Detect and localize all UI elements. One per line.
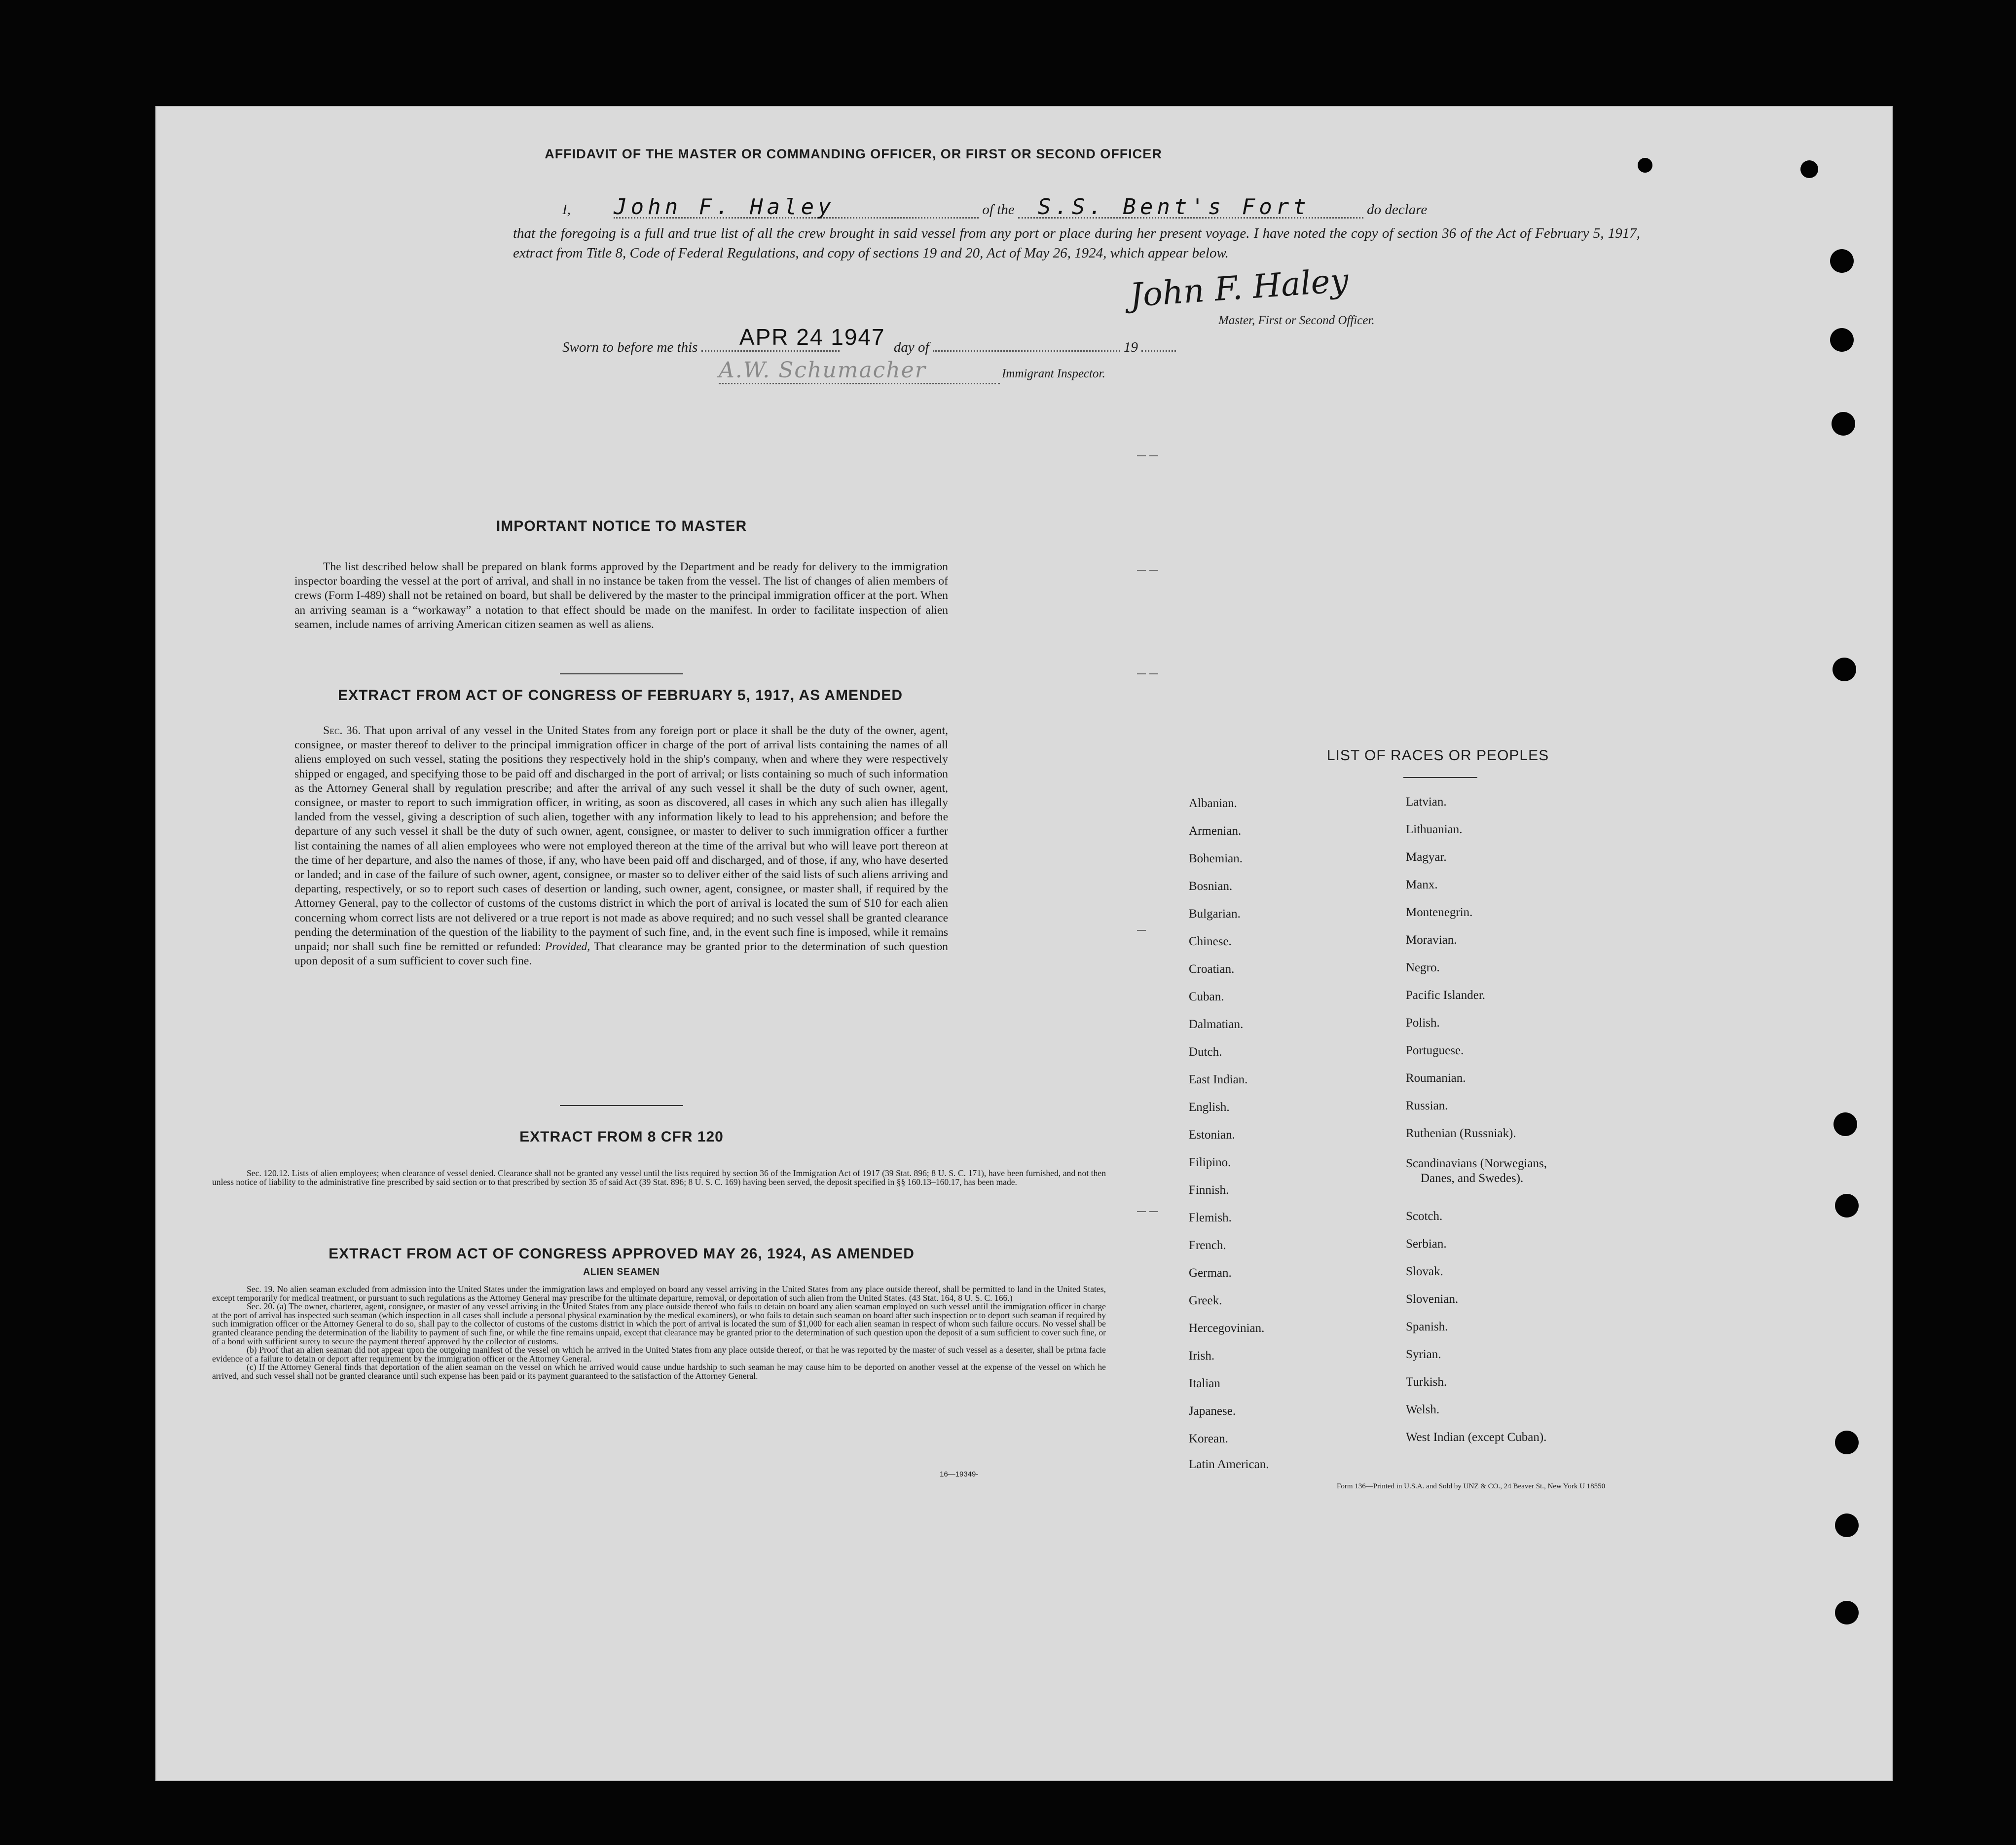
race-item: Italian [1189,1377,1220,1390]
race-item: German. [1189,1266,1232,1280]
race-item: Greek. [1189,1294,1222,1307]
extract-1917-text [294,724,948,968]
race-item: Serbian. [1406,1237,1447,1251]
year-prefix: 19 [1124,339,1138,355]
race-item: Bulgarian. [1189,907,1241,921]
race-item: English. [1189,1101,1230,1114]
binder-hole [1833,1112,1857,1136]
race-item: Filipino. [1189,1156,1231,1169]
fold-mark [1149,570,1158,571]
binder-hole [1835,1194,1859,1218]
section-19-text: Sec. 19. No alien seaman excluded from admission into the United States under the immigration laws and employed on board any vessel arriving in the United States from any place outside thereof, shall be permitted to land in the United States, except temporarily for medical treatment, or pursuant to such regulations as the Attorney General may prescribe for the ultimate departure, removal, or deportation of such alien from the United States. (43 Stat. 164, 8 U. S. C. 166.) [212,1284,1106,1303]
race-item: Slovak. [1406,1265,1443,1278]
race-item: Syrian. [1406,1348,1441,1361]
sworn-line [562,324,1176,357]
race-item: Irish. [1189,1349,1215,1363]
race-item: Portuguese. [1406,1044,1464,1057]
fold-mark [1149,673,1158,674]
extract-cfr-text: Sec. 120.12. Lists of alien employees; when clearance of vessel denied. Clearance shall not be granted any vessel until the lists required by section 36 of the Immigration Act of 1917 (39 Stat. 896; 8 U. S. C. 171), have been furnished, and not then unless notice of liability to the administrative fine prescribed by said section or to that prescribed by section 35 of said Act (39 Stat. 896; 8 U. S. C. 169) having been served, the deposit specified in §§ 160.13–160.17, has been made. [212,1168,1106,1187]
divider [560,673,683,674]
binder-hole [1830,249,1854,273]
race-item: Slovenian. [1406,1292,1459,1306]
sworn-label: Sworn to before me this [562,339,698,355]
section-36-text: That upon arrival of any vessel in the United States from any foreign port or place it shall be the duty of the owner, agent, consignee, or master thereof to deliver to the principal immigration officer in charge of the port of arrival lists containing the names of all aliens employed on such vessel, stating the positions they respectively hold in the ship's company, when and where they were respectively shipped or engaged, and specifying those to be paid off and discharged in the port of arrival; or lists containing so much of such information as the Attorney General shall by regulation prescribe; and after the arrival of any such vessel it shall be the duty of such owner, agent, consignee, or master to report to such immigration officer, in writing, as soon as discovered, all cases in which any such alien has illegally landed from the vessel, giving a description of such alien, together with any information likely to lead to his apprehension; and before the departure of any such vessel it shall be the duty of such owner, agent, consignee, or master to deliver to such immigration officer a further list containing the names of all alien employees who were not employed thereon at the time of the arrival but who will leave port thereon at the time of her departure, and also the names of those, if any, who have been paid off and discharged, and of those, if any, who have deserted or landed; and in case of the failure of such owner, agent, consignee, or master so to deliver either of the said lists of such aliens arriving and departing, respectively, or so to report such cases of desertion or landing, such owner, agent, consignee, or master shall, if required by the Attorney General, pay to the collector of customs of the customs district in which the port of arrival is located the sum of $10 for each alien concerning whom correct lists are not delivered or a true report is not made as above required; and no such vessel shall be granted clearance pending the determination of the question of the liability to the payment of such fine, and, in the event such fine is imposed, while it remains unpaid; nor shall such fine be remitted or refunded: [294,724,949,954]
race-item: Japanese. [1189,1404,1236,1418]
day-of-label: day of [893,339,929,355]
race-item: Bohemian. [1189,852,1243,865]
race-item: Latin American. [1189,1458,1269,1471]
inspector-line [719,358,1105,384]
affidavit-title: AFFIDAVIT OF THE MASTER OR COMMANDING OFFICER, OR FIRST OR SECOND OFFICER [545,147,1162,161]
affidavit-prefix: I, [562,202,571,218]
race-item: Welsh. [1406,1403,1440,1416]
fold-mark [1137,570,1146,571]
binder-hole [1835,1513,1859,1537]
fold-mark [1149,1211,1158,1212]
provided-text: That clearance may be granted prior to the determination of such question upon deposit of a sum sufficient to cover such fine. [294,940,949,968]
races-title: LIST OF RACES OR PEOPLES [1326,747,1549,764]
race-item: Negro. [1406,961,1440,974]
race-item: Croatian. [1189,962,1235,976]
race-item: Flemish. [1189,1211,1232,1224]
divider [1403,777,1477,778]
race-item: Spanish. [1406,1320,1448,1333]
race-item: Bosnian. [1189,880,1233,893]
form-footer: Form 136—Printed in U.S.A. and Sold by UNZ & CO., 24 Beaver St., New York U 18550 [1337,1482,1606,1490]
fold-mark [1149,455,1158,456]
section-20c-text: (c) If the Attorney General finds that deportation of the alien seaman on the vessel on which he arrived would cause undue hardship to such seaman he may cause him to be deported on another vessel at the expense of the vessel on which he arrived, and such vessel shall not be granted clearance until such expense has been paid or its payment guaranteed to the satisfaction of the Attorney General. [212,1362,1106,1381]
race-item: Scotch. [1406,1210,1443,1223]
race-item: Dutch. [1189,1045,1222,1059]
date-stamp: APR 24 1947 [739,324,885,350]
race-item: Manx. [1406,878,1438,891]
inspector-caption: Immigrant Inspector. [1002,367,1105,380]
race-item: Estonian. [1189,1128,1235,1142]
fold-mark [1137,673,1146,674]
binder-hole [1835,1601,1859,1624]
race-item: Ruthenian (Russniak). [1406,1127,1516,1140]
divider [560,1105,683,1106]
race-item: Polish. [1406,1016,1440,1030]
race-item: Chinese. [1189,935,1232,948]
race-item: Moravian. [1406,933,1457,947]
race-item: Turkish. [1406,1375,1447,1389]
race-item: Roumanian. [1406,1071,1466,1085]
extract-1924-text [212,1285,1106,1381]
race-item: Hercegovinian. [1189,1322,1265,1335]
affidavit-first-line [562,194,1648,220]
form-code: 16—19349- [940,1470,979,1478]
fold-mark [1137,1211,1146,1212]
race-item: Magyar. [1406,850,1447,864]
race-item-continued: Danes, and Swedes). [1421,1172,1524,1185]
race-item: West Indian (except Cuban). [1406,1431,1547,1444]
race-item: Pacific Islander. [1406,989,1486,1002]
document-page [155,106,1893,1781]
master-name-field: John F. Haley [614,197,979,219]
notice-text: The list described below shall be prepared on blank forms approved by the Department and be ready for delivery to the immigration inspector boarding the vessel at the port of arrival, and shall in no instance be taken from the vessel. The list of changes of alien members of crews (Form I-489) shall not be retained on board, but shall be delivered by the master to the principal immigration officer at the port. When an arriving seaman is a “workaway” a notation to that effect should be made on the manifest. In order to facilitate inspection of alien seamen, include names of arriving American citizen seamen as well as aliens. [294,560,948,631]
binder-hole [1832,412,1855,436]
declaration-text: that the foregoing is a full and true list of all the crew brought in said vessel from any port or place during her present voyage. I have noted the copy of section 36 of the Act of February 5, 1917, extract from Title 8, Code of Federal Regulations, and copy of sections 19 and 20, Act of May 26, 1924, which appear below. [513,225,1640,261]
extract-1917-title: EXTRACT FROM ACT OF CONGRESS OF FEBRUARY 5, 1917, AS AMENDED [337,687,903,703]
section-36-label: Sec. 36. [323,724,361,737]
binder-hole [1638,158,1652,173]
race-item: Montenegrin. [1406,906,1473,919]
race-item: Latvian. [1406,795,1447,809]
race-item: Dalmatian. [1189,1018,1244,1031]
race-item: Scandinavians (Norwegians, [1406,1157,1547,1170]
notice-title: IMPORTANT NOTICE TO MASTER [496,518,747,534]
binder-hole [1800,160,1818,178]
of-the-label: of the [982,202,1015,218]
do-declare-label: do declare [1367,202,1428,218]
fold-mark [1137,455,1146,456]
race-item: Armenian. [1189,824,1242,838]
signature-caption: Master, First or Second Officer. [1218,314,1375,327]
fold-mark [1137,930,1146,931]
inspector-signature: A.W. Schumacher [719,358,1000,384]
section-20a-text: Sec. 20. (a) The owner, charterer, agent, consignee, or master of any vessel arriving in the United States from any place outside thereof who fails to detain on board any alien seaman employed on such vessel until the immigration officer in charge at the port of arrival has inspected such seaman (which inspection in all cases shall include a personal physical examination by the medical examiners), or who fails to detain such seaman on board after such inspection or to deport such seaman if required by such immigration officer or the Attorney General to do so, shall pay to the collector of customs of the customs district in which the port of arrival is located the sum of $1,000 for each alien seaman in respect of whom such failure occurs. No vessel shall be granted clearance pending the determination of the liability to payment of such fine, or while the fine remains unpaid, except that clearance may be granted prior to the determination of such question upon the deposit of a sum sufficient to cover such fine, or of a bond with sufficient surety to secure the payment thereof approved by the collector of customs. [212,1301,1106,1346]
binder-hole [1833,658,1856,681]
section-20b-text: (b) Proof that an alien seaman did not appear upon the outgoing manifest of the vessel on which he arrived in the United States from any place outside thereof, or that he was reported by the master of such vessel as a deserter, shall be prima facie evidence of a failure to detain or deport after requirement by the immigration officer or the Attorney General. [212,1345,1106,1364]
binder-hole [1830,328,1854,352]
extract-1924-subtitle: ALIEN SEAMEN [583,1267,660,1277]
race-item: French. [1189,1239,1226,1252]
race-item: Cuban. [1189,990,1224,1003]
race-item: Lithuanian. [1406,823,1463,836]
race-item: East Indian. [1189,1073,1248,1086]
race-item: Korean. [1189,1432,1228,1445]
vessel-name-field: S.S. Bent's Fort [1018,197,1363,219]
race-item: Russian. [1406,1099,1448,1112]
master-signature: John F. Haley [1128,261,1350,315]
race-item: Albanian. [1189,797,1237,810]
provided-label: Provided, [545,940,590,954]
binder-hole [1835,1431,1859,1454]
race-item: Finnish. [1189,1183,1229,1197]
extract-1924-title: EXTRACT FROM ACT OF CONGRESS APPROVED MAY 26, 1924, AS AMENDED [329,1246,915,1262]
extract-cfr-title: EXTRACT FROM 8 CFR 120 [519,1129,724,1145]
